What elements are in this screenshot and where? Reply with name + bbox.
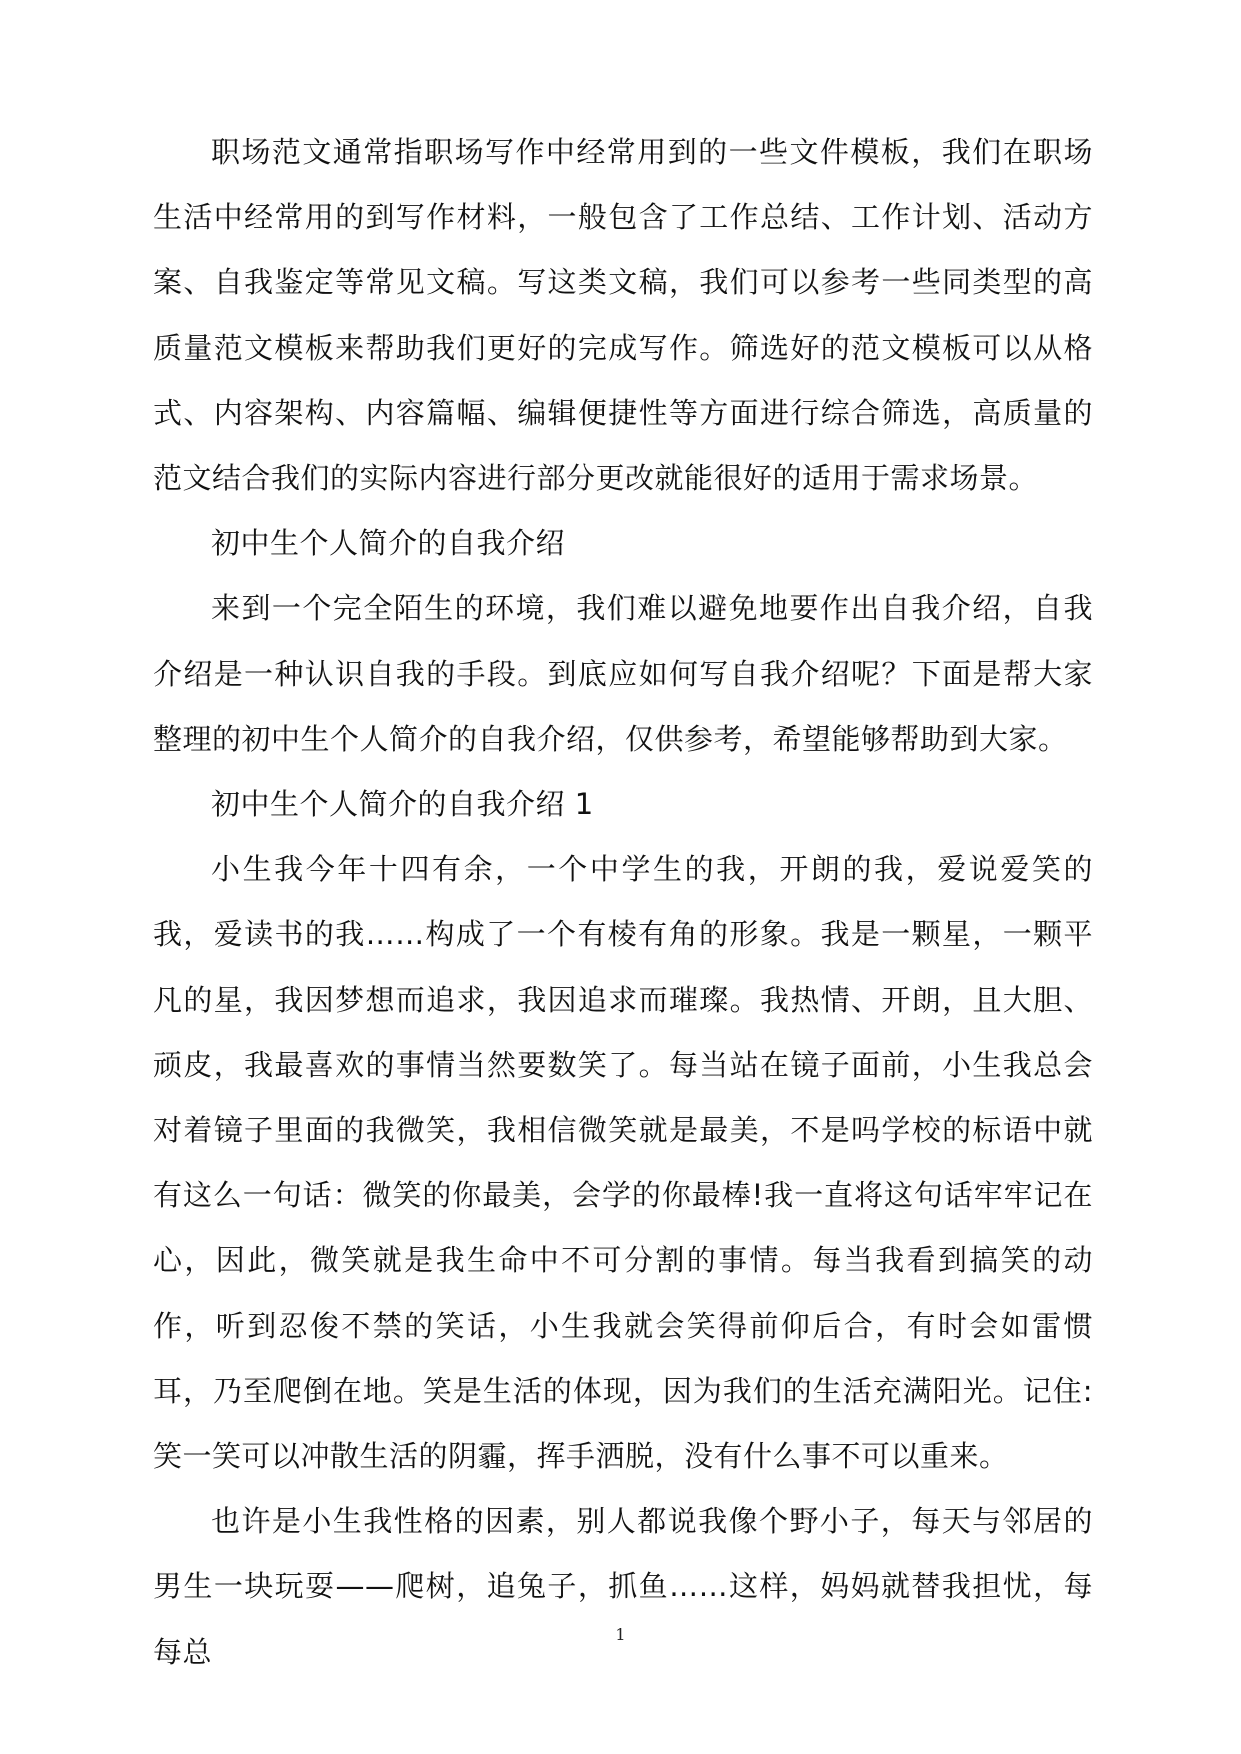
article-title: 初中生个人简介的自我介绍 xyxy=(211,526,566,561)
page-number: 1 xyxy=(615,1625,626,1644)
body-paragraph: 小生我今年十四有余，一个中学生的我，开朗的我，爱说爱笑的我，爱读书的我……构成了一个有棱有角的形象。我是一颗星，一颗平凡的星，我因梦想而追求，我因追求而璀璨。我热情、开朗，且大胆、顽皮，我最喜欢的事情当然要数笑了。每当站在镜子面前，小生我总会对着镜子里面的我微笑，我相信微笑就是最美，不是吗学校的标语中就有这么一句话：微笑的你最美，会学的你最棒!我一直将这句话牢牢记在心，因此，微笑就是我生命中不可分割的事情。每当我看到搞笑的动作，听到忍俊不禁的笑话，小生我就会笑得前仰后合，有时会如雷惯耳，乃至爬倒在地。笑是生活的体现，因为我们的生活充满阳光。记住:笑一笑可以冲散生活的阴霾，挥手洒脱，没有什么事不可以重来。 xyxy=(153,852,1093,1474)
section-heading: 初中生个人简介的自我介绍 1 xyxy=(211,787,594,822)
intro-paragraph: 职场范文通常指职场写作中经常用到的一些文件模板，我们在职场生活中经常用的到写作材料，一般包含了工作总结、工作计划、活动方案、自我鉴定等常见文稿。写这类文稿，我们可以参考一些同类型的高质量范文模板来帮助我们更好的完成写作。筛选好的范文模板可以从格式、内容架构、内容篇幅、编辑便捷性等方面进行综合筛选，高质量的范文结合我们的实际内容进行部分更改就能很好的适用于需求场景。 xyxy=(153,135,1093,496)
lead-paragraph: 来到一个完全陌生的环境，我们难以避免地要作出自我介绍，自我介绍是一种认识自我的手段。到底应如何写自我介绍呢？下面是帮大家整理的初中生个人简介的自我介绍，仅供参考，希望能够帮助到大家。 xyxy=(153,591,1093,756)
document-body xyxy=(153,120,1093,1685)
body-paragraph: 也许是小生我性格的因素，别人都说我像个野小子，每天与邻居的男生一块玩耍——爬树，追兔子，抓鱼……这样，妈妈就替我担忧，每每总 xyxy=(153,1504,1093,1669)
